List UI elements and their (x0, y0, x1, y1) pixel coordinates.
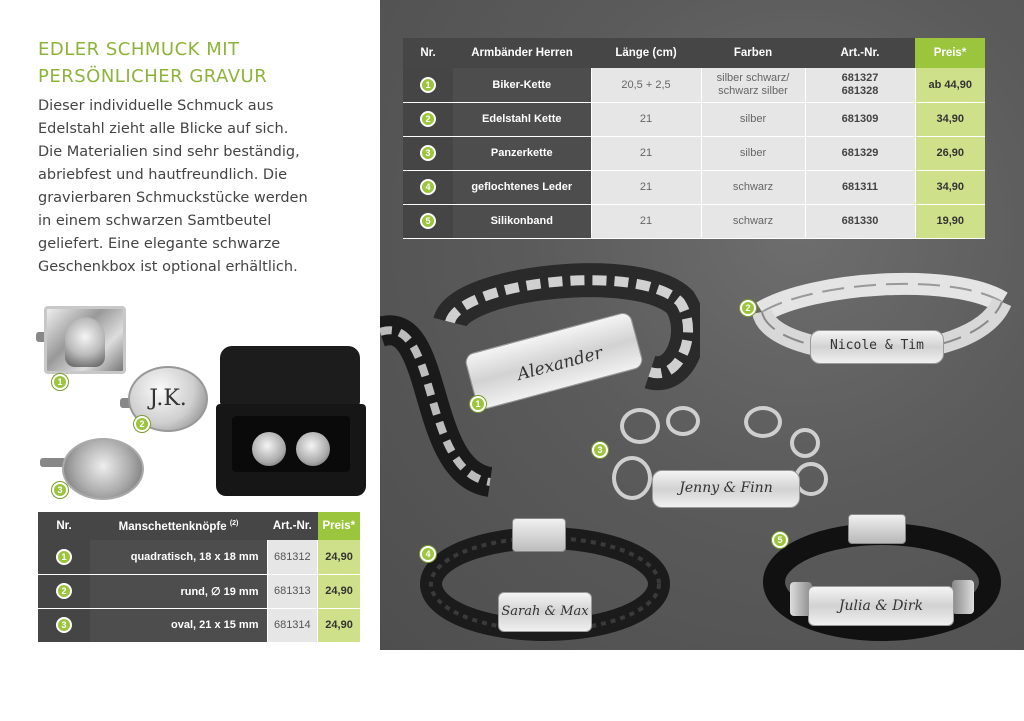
header-colors: Farben (701, 38, 805, 68)
intro-text (38, 95, 368, 279)
engraving-text: Sarah & Max (501, 604, 589, 619)
bracelet-badge-2: 2 (740, 300, 756, 316)
header-name-text: Manschettenknöpfe (118, 520, 227, 533)
chain-link (612, 456, 652, 500)
row-length: 21 (591, 204, 701, 238)
row-length: 21 (591, 170, 701, 204)
steel-chain-shape (752, 272, 1014, 382)
table-row (403, 102, 985, 136)
engraving-text: Julia & Dirk (838, 598, 924, 614)
cufflink-square-photo (44, 306, 126, 374)
row-nr (403, 102, 453, 136)
boxed-cufflink (296, 432, 330, 466)
row-nr (38, 574, 90, 608)
row-nr (403, 170, 453, 204)
row-price: 24,90 (318, 540, 360, 574)
row-art: 681312 (267, 540, 318, 574)
bracelet-curb-chain (604, 400, 836, 530)
cufflink-oval-photo (62, 438, 144, 500)
bracelet-steel-chain (752, 272, 1014, 382)
header-price: Preis* (318, 512, 360, 540)
chain-link (666, 406, 700, 436)
bracelet-badge-5: 5 (772, 532, 788, 548)
row-color-line: schwarz silber (718, 84, 788, 97)
table-row (403, 136, 985, 170)
row-nr (403, 68, 453, 102)
badge-3: 3 (52, 482, 68, 498)
engraving-text: Alexander (515, 343, 605, 385)
row-nr-badge: 3 (420, 145, 436, 161)
row-price: ab 44,90 (915, 68, 985, 102)
table-header-row (403, 38, 985, 68)
row-color-line: silber schwarz/ (716, 71, 790, 84)
table-row (38, 540, 360, 574)
header-name-sup: (2) (229, 519, 239, 527)
row-nr (38, 608, 90, 642)
row-name: oval, 21 x 15 mm (90, 608, 267, 642)
cufflinks-table (38, 512, 360, 643)
row-art-line: 681327 (841, 71, 879, 84)
row-nr-badge: 3 (56, 617, 72, 633)
row-price: 34,90 (915, 102, 985, 136)
bracelet-badge-3: 3 (592, 442, 608, 458)
bracelet-braided-leather (420, 518, 670, 644)
chain-link (744, 406, 782, 438)
row-name: Biker-Kette (453, 68, 591, 102)
row-length: 21 (591, 136, 701, 170)
row-art: 681329 (805, 136, 915, 170)
page-heading (38, 36, 368, 90)
row-art: 681330 (805, 204, 915, 238)
row-art: 681311 (805, 170, 915, 204)
row-price: 19,90 (915, 204, 985, 238)
row-nr-badge: 5 (420, 213, 436, 229)
cufflink-engraving: J.K. (149, 386, 187, 411)
row-art: 681309 (805, 102, 915, 136)
intro-line: Edelstahl zieht alle Blicke auf sich. (38, 121, 289, 137)
engraving-text: Jenny & Finn (679, 480, 773, 496)
row-nr-badge: 4 (420, 179, 436, 195)
intro-line: gravierbaren Schmuckstücke werden (38, 190, 308, 206)
bracelet-silicone (762, 512, 1002, 644)
row-price: 26,90 (915, 136, 985, 170)
row-name: Edelstahl Kette (453, 102, 591, 136)
row-length: 20,5 + 2,5 (591, 68, 701, 102)
bottom-margin (380, 650, 1024, 721)
gift-box-photo (216, 346, 366, 498)
row-nr (38, 540, 90, 574)
chain-link (790, 428, 820, 458)
badge-2: 2 (134, 416, 150, 432)
row-price: 24,90 (318, 574, 360, 608)
row-art: 681314 (267, 608, 318, 642)
clasp (848, 514, 906, 544)
gift-box-inner (232, 416, 350, 472)
engraving-text: Nicole & Tim (830, 338, 924, 353)
intro-line: Geschenkbox ist optional erhältlich. (38, 259, 298, 275)
header-name (90, 512, 267, 540)
intro-line: in einem schwarzen Samtbeutel (38, 213, 272, 229)
portrait-engraving (65, 317, 105, 367)
row-length: 21 (591, 102, 701, 136)
table-row (38, 574, 360, 608)
row-colors (701, 68, 805, 102)
table-row (403, 204, 985, 238)
table-header-row (38, 512, 360, 540)
row-nr (403, 204, 453, 238)
header-art: Art.-Nr. (267, 512, 318, 540)
row-nr (403, 136, 453, 170)
header-nr: Nr. (38, 512, 90, 540)
header-nr: Nr. (403, 38, 453, 68)
heading-line-1: EDLER SCHMUCK MIT (38, 39, 240, 60)
badge-1: 1 (52, 374, 68, 390)
intro-line: Dieser individuelle Schmuck aus (38, 98, 274, 114)
intro-line: geliefert. Eine elegante schwarze (38, 236, 281, 252)
table-row (38, 608, 360, 642)
bracelet-badge-4: 4 (420, 546, 436, 562)
clasp (512, 518, 566, 552)
intro-line: Die Materialien sind sehr beständig, (38, 144, 300, 160)
gift-box-lid (220, 346, 360, 406)
bracelet-badge-1: 1 (470, 396, 486, 412)
row-nr-badge: 2 (56, 583, 72, 599)
row-name: Panzerkette (453, 136, 591, 170)
header-price: Preis* (915, 38, 985, 68)
row-name: quadratisch, 18 x 18 mm (90, 540, 267, 574)
row-name: geflochtenes Leder (453, 170, 591, 204)
row-nr-badge: 1 (420, 77, 436, 93)
row-name: Silikonband (453, 204, 591, 238)
chain-link (620, 408, 660, 444)
intro-line: abriebfest und hautfreundlich. Die (38, 167, 288, 183)
row-art (805, 68, 915, 102)
band-connector (952, 580, 974, 614)
row-name: rund, ∅ 19 mm (90, 574, 267, 608)
row-price: 24,90 (318, 608, 360, 642)
row-price: 34,90 (915, 170, 985, 204)
row-colors: silber (701, 102, 805, 136)
gift-box-base (216, 404, 366, 496)
row-colors: schwarz (701, 204, 805, 238)
boxed-cufflink (252, 432, 286, 466)
heading-line-2: PERSÖNLICHER GRAVUR (38, 66, 268, 87)
row-nr-badge: 2 (420, 111, 436, 127)
header-name: Armbänder Herren (453, 38, 591, 68)
table-row (403, 68, 985, 102)
table-row (403, 170, 985, 204)
row-colors: silber (701, 136, 805, 170)
header-art: Art.-Nr. (805, 38, 915, 68)
row-art-line: 681328 (841, 84, 879, 97)
header-length: Länge (cm) (591, 38, 701, 68)
row-nr-badge: 1 (56, 549, 72, 565)
row-art: 681313 (267, 574, 318, 608)
row-colors: schwarz (701, 170, 805, 204)
bracelets-table (403, 38, 985, 239)
